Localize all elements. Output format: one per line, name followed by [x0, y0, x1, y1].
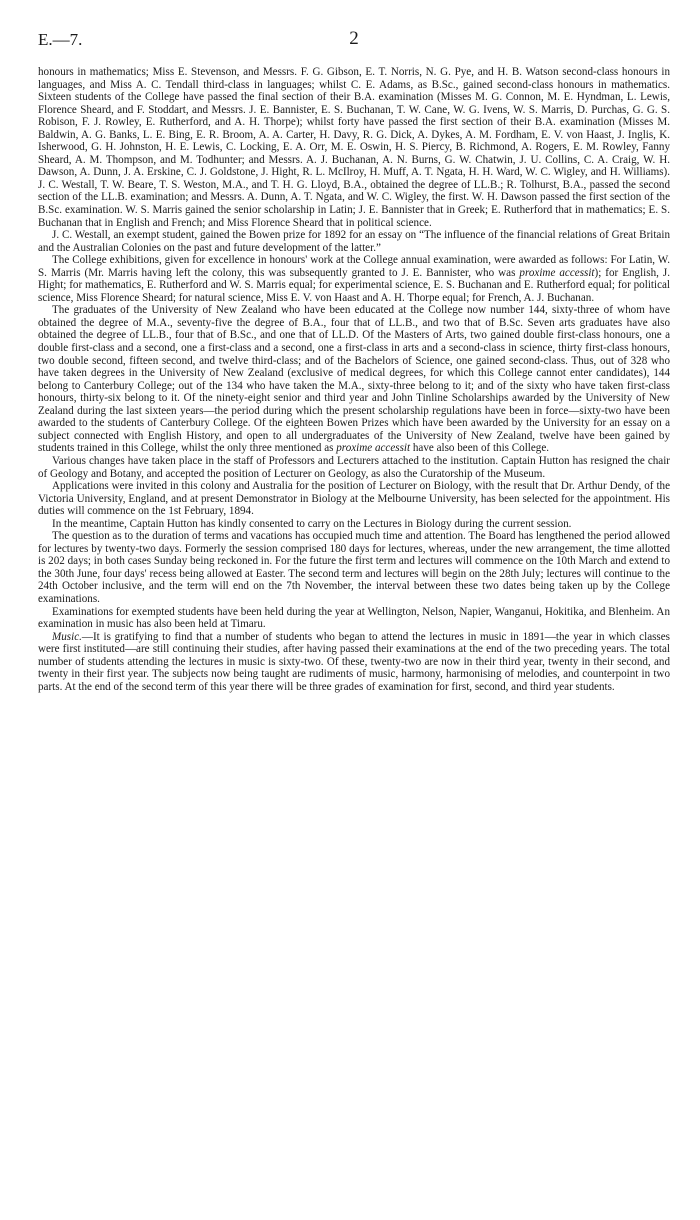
paragraph-terms-vacations: The question as to the duration of terms and vacations has occupied much time and attention. The Board has lengthened the period allowed for lectures by twenty-two days. Formerly the session comprised 180 days for lectures, whereas, under the new arrangement, the time allotted is 202 days; in both cases Sunday being reckoned in. For the future the first term and lectures will commence on the 10th March and extend to the 30th June, four days' recess being allowed at Easter. The second term and lectures will begin on the 28th July; lectures will continue to the 24th October inclusive, and the term will end on the 7th November, the interval between these two dates being taken up by the College examinations. [38, 530, 670, 605]
paragraph-honours-results: honours in mathematics; Miss E. Stevenson, and Messrs. F. G. Gibson, E. T. Norris, N. G. Pye, and H. B. Watson second-class honours in languages, and Miss A. C. Tendall third-class in languages; whilst C. E. Adams, as B.Sc., gained second-class honours in mathematics. Sixteen students of the College have passed the final section of their B.A. examination (Misses M. G. Connon, M. E. Hyndman, L. Lewis, Florence Sheard, and F. Stoddart, and Messrs. J. E. Bannister, E. S. Buchanan, T. W. Cane, W. G. Ivens, W. S. Marris, D. Purchas, G. G. S. Robison, F. J. Rowley, E. Rutherford, and A. H. Thorpe); whilst forty have passed the first section of their B.A. examination (Misses M. Baldwin, A. G. Banks, L. E. Bing, E. R. Broom, A. A. Carter, H. Davy, R. G. Dick, A. Dykes, A. M. Fordham, E. V. von Haast, J. Inglis, K. Isherwood, G. H. Johnston, H. E. Lewis, C. Locking, E. A. Orr, M. E. Oswin, H. S. Piercy, B. Richmond, A. Rogers, E. M. Rowley, Fanny Sheard, A. M. Thompson, and M. Todhunter; and Messrs. A. J. Buchanan, A. N. Burns, G. W. Chatwin, J. U. Collins, C. A. Craig, W. H. Dawson, A. Dunn, J. A. Erskine, C. J. Goldstone, J. Hight, R. L. McIlroy, H. Muff, A. T. Ngata, H. H. Ward, W. C. Wigley, and H. Williams). J. C. Westall, T. W. Beare, T. S. Weston, M.A., and T. H. G. Lloyd, B.A., obtained the degree of LL.B.; R. Tolhurst, B.A., passed the second section of the LL.B. examination; and Messrs. A. Dunn, A. T. Ngata, and W. C. Wigley, the first. W. H. Dawson passed the first section of the B.Sc. examination. W. S. Marris gained the senior scholarship in Latin; J. E. Bannister that in Greek; E. Rutherford that in mathematics; E. S. Buchanan that in English and French; and Miss Florence Sheard that in political science. [38, 66, 670, 229]
paragraph-exempt-examinations: Examinations for exempted students have been held during the year at Wellington, Nelson, Napier, Wanganui, Hokitika, and Blenheim. An examination in music has also been held at Timaru. [38, 605, 670, 631]
document-body [38, 66, 670, 693]
page-number: 2 [349, 28, 359, 49]
paragraph-graduates: The graduates of the University of New Zealand who have been educated at the College now number 144, sixty-three of whom have obtained the degree of M.A., seventy-five the degree of B.A., four that of LL.B., and two that of B.Sc. Seven arts graduates have also obtained the degree of LL.B., four that of B.Sc., and one that of LL.D. Of the Masters of Arts, two gained double first-class honours, one a double first-class and a second, one a first-class and a second, one a first-class in arts and a second-class in science, thirty first-class honours, two double second, fifteen second, and twelve third-class; and of the Bachelors of Science, one gained second-class. Thus, out of 328 who have taken degrees in the University of New Zealand (exclusive of medical degrees, for which this College cannot enter candidates), 144 belong to Canterbury College; out of the 134 who have taken the M.A., sixty-three belong to it; and of the sixty who have taken first-class honours, thirty-six belong to it. Of the ninety-eight senior and third year and John Tinline Scholarships awarded by the University of New Zealand during the last sixteen years—the period during which the present scholarship regulations have been in force—sixty-two have been awarded to the students of Canterbury College. Of the eighteen Bowen Prizes which have been awarded by the University for an essay on a subject connected with English History, and open to all undergraduates of the University of New Zealand, twelve have been gained by students trained in this College, whilst the only three mentioned as proxime accessit have also been of this College. [38, 304, 670, 455]
italic-proxime-accessit: proxime accessit [519, 266, 595, 279]
paragraph-staff-changes: Various changes have taken place in the staff of Professors and Lecturers attached to the institution. Captain Hutton has resigned the chair of Geology and Botany, and accepted the position of Lecturer on Geology, as also the Curatorship of the Museum. [38, 454, 670, 480]
paragraph-biology-interim: In the meantime, Captain Hutton has kindly consented to carry on the Lectures in Biology during the current session. [52, 517, 572, 530]
document-page [38, 28, 670, 693]
page-header [38, 28, 670, 66]
paragraph-music: Music.—It is gratifying to find that a number of students who began to attend the lectures in music in 1891—the year in which classes were first instituted—are still continuing their studies, after having passed their examinations at the end of the two preceding years. The total number of students attending the lectures in music is sixty-two. Of these, twenty-two are now in their third year, twenty in their second, and twenty in their first year. The subjects now being taught are rudiments of music, harmony, harmonising of melodies, and counterpoint in two parts. At the end of the second term of this year there will be three grades of examination for first, second, and third year students. [38, 630, 670, 693]
section-code: E.—7. [38, 30, 83, 49]
italic-proxime-accessit: proxime accessit [336, 442, 411, 455]
paragraph-bowen-prize: J. C. Westall, an exempt student, gained the Bowen prize for 1892 for an essay on “The influence of the financial relations of Great Britain and the Australian Colonies on the past and future development of the latter.” [38, 229, 670, 254]
paragraph-college-exhibitions: The College exhibitions, given for excellence in honours' work at the College annual examination, were awarded as follows: For Latin, W. S. Marris (Mr. Marris having left the colony, this was subsequently granted to J. E. Bannister, who was proxime accessit); for English, J. Hight; for mathematics, E. Rutherford and W. S. Marris equal; for experimental science, E. S. Buchanan and E. Rutherford equal; for political science, Miss Florence Sheard; for natural science, Miss E. V. von Haast and A. H. Thorpe equal; for French, A. J. Buchanan. [38, 254, 671, 304]
music-heading: Music. [52, 630, 82, 643]
paragraph-biology-lecturer: Applications were invited in this colony and Australia for the position of Lecturer on Biology, with the result that Dr. Arthur Dendy, of the Victoria University, England, and at present Demonstrator in Biology at the Melbourne University, has been selected for the appointment. His duties will commence on the 1st February, 1894. [38, 480, 670, 518]
